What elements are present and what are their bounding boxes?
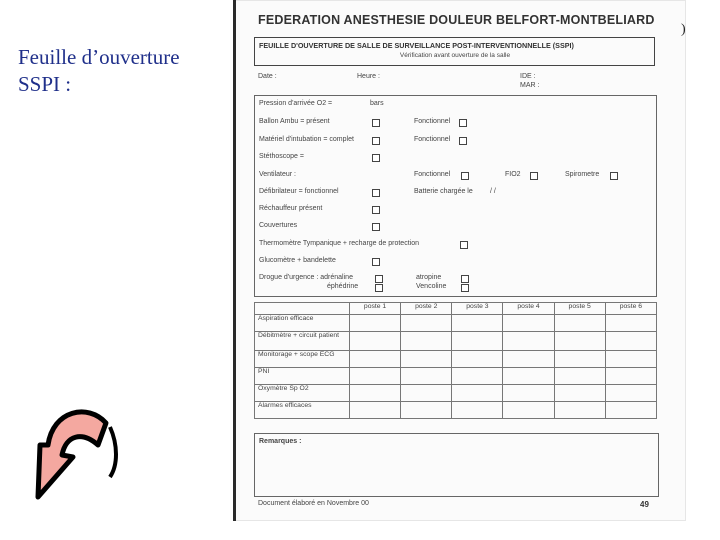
table-cell[interactable] <box>401 351 452 368</box>
document-subtitle: Vérification avant ouverture de la salle <box>399 52 511 59</box>
table-cell[interactable] <box>452 351 503 368</box>
table-row-label: Monitorage + scope ECG <box>255 351 350 368</box>
table-header-cell <box>255 303 350 315</box>
table-cell[interactable] <box>401 315 452 332</box>
heure-label: Heure : <box>357 73 380 80</box>
drogues-label: Drogue d'urgence : adrénaline <box>259 274 353 281</box>
table-cell[interactable] <box>503 402 554 419</box>
table-cell[interactable] <box>605 315 656 332</box>
table-cell[interactable] <box>605 385 656 402</box>
ide-label: IDE : <box>520 73 536 80</box>
table-cell[interactable] <box>350 385 401 402</box>
corner-mark: ) <box>681 22 686 37</box>
table-row-label: Oxymètre Sp O2 <box>255 385 350 402</box>
batterie-label: Batterie chargée le <box>414 188 473 195</box>
fonctionnel-1-label: Fonctionnel <box>414 118 451 125</box>
table-row <box>255 332 657 351</box>
batterie-date-field: / / <box>490 188 496 195</box>
table-cell[interactable] <box>452 402 503 419</box>
table-header-cell: poste 6 <box>605 303 656 315</box>
slide-title <box>18 44 233 98</box>
stethoscope-label: Stéthoscope = <box>259 153 304 160</box>
page-number: 49 <box>640 500 649 509</box>
atropine-label: atropine <box>416 274 442 281</box>
ephedrine-label: éphédrine <box>327 283 359 290</box>
thermometre-checkbox[interactable] <box>460 241 468 249</box>
document-footer: Document élaboré en Novembre 00 <box>258 500 369 507</box>
atropine-checkbox[interactable] <box>461 275 469 283</box>
table-cell[interactable] <box>452 315 503 332</box>
table-cell[interactable] <box>554 332 605 351</box>
table-row-label: Alarmes efficaces <box>255 402 350 419</box>
remarks-box[interactable] <box>254 433 659 497</box>
table-cell[interactable] <box>605 402 656 419</box>
table-cell[interactable] <box>350 332 401 351</box>
spirometre-checkbox[interactable] <box>610 172 618 180</box>
fonctionnel-1-checkbox[interactable] <box>459 119 467 127</box>
checklist-frame <box>254 95 657 297</box>
curved-arrow-icon <box>18 405 128 505</box>
glucometre-checkbox[interactable] <box>372 258 380 266</box>
table-cell[interactable] <box>452 332 503 351</box>
table-cell[interactable] <box>503 332 554 351</box>
table-cell[interactable] <box>350 402 401 419</box>
date-label: Date : <box>258 73 277 80</box>
table-cell[interactable] <box>503 315 554 332</box>
table-cell[interactable] <box>554 402 605 419</box>
table-cell[interactable] <box>554 385 605 402</box>
document-title-box <box>254 37 655 66</box>
materiel-intubation-label: Matériel d'intubation = complet <box>259 136 354 143</box>
table-cell[interactable] <box>401 332 452 351</box>
table-cell[interactable] <box>503 351 554 368</box>
table-header-cell: poste 5 <box>554 303 605 315</box>
table-cell[interactable] <box>452 385 503 402</box>
mar-label: MAR : <box>520 82 540 89</box>
slide-title-line-2: SSPI : <box>18 72 72 96</box>
stethoscope-checkbox[interactable] <box>372 154 380 162</box>
table-header-cell: poste 3 <box>452 303 503 315</box>
fonctionnel-3-checkbox[interactable] <box>461 172 469 180</box>
table-cell[interactable] <box>401 402 452 419</box>
table-row-label: Débitmètre + circuit patient <box>255 332 350 351</box>
table-row <box>255 402 657 419</box>
fonctionnel-2-checkbox[interactable] <box>459 137 467 145</box>
table-cell[interactable] <box>554 351 605 368</box>
glucometre-label: Glucomètre + bandelette <box>259 257 336 264</box>
thermometre-label: Thermomètre Tympanique + recharge de protection <box>259 240 419 247</box>
table-cell[interactable] <box>452 368 503 385</box>
ventilateur-label: Ventilateur : <box>259 171 296 178</box>
fonctionnel-2-label: Fonctionnel <box>414 136 451 143</box>
bars-label: bars <box>370 100 384 107</box>
table-cell[interactable] <box>554 368 605 385</box>
ephedrine-checkbox[interactable] <box>375 284 383 292</box>
table-cell[interactable] <box>605 332 656 351</box>
spirometre-label: Spirometre <box>565 171 600 178</box>
table-cell[interactable] <box>503 368 554 385</box>
table-row-label: PNI <box>255 368 350 385</box>
table-cell[interactable] <box>401 385 452 402</box>
table-header-row <box>255 303 657 315</box>
table-row <box>255 368 657 385</box>
ballon-ambu-label: Ballon Ambu = présent <box>259 118 330 125</box>
defibrillateur-checkbox[interactable] <box>372 189 380 197</box>
materiel-intubation-checkbox[interactable] <box>372 137 380 145</box>
table-cell[interactable] <box>350 351 401 368</box>
scan-edge <box>233 0 236 521</box>
table-cell[interactable] <box>554 315 605 332</box>
table-header-cell: poste 2 <box>401 303 452 315</box>
slide-title-line-1: Feuille d’ouverture <box>18 45 180 69</box>
table-cell[interactable] <box>605 368 656 385</box>
defibrillateur-label: Défibrilateur = fonctionnel <box>259 188 339 195</box>
table-header-cell: poste 4 <box>503 303 554 315</box>
table-header-cell: poste 1 <box>350 303 401 315</box>
ballon-ambu-checkbox[interactable] <box>372 119 380 127</box>
table-cell[interactable] <box>605 351 656 368</box>
table-cell[interactable] <box>350 368 401 385</box>
couvertures-checkbox[interactable] <box>372 223 380 231</box>
fio2-checkbox[interactable] <box>530 172 538 180</box>
table-cell[interactable] <box>401 368 452 385</box>
document-title: FEUILLE D'OUVERTURE DE SALLE DE SURVEILLANCE POST-INTERVENTIONNELLE (SSPI) <box>259 41 574 50</box>
table-row <box>255 315 657 332</box>
vencoline-label: Vencoline <box>416 283 447 290</box>
document-header: FEDERATION ANESTHESIE DOULEUR BELFORT-MONTBELIARD <box>258 13 655 27</box>
vencoline-checkbox[interactable] <box>461 284 469 292</box>
pression-o2-label: Pression d'arrivée O2 = <box>259 100 333 107</box>
table-row <box>255 385 657 402</box>
fio2-label: FIO2 <box>505 171 521 178</box>
table-cell[interactable] <box>503 385 554 402</box>
rechauffeur-checkbox[interactable] <box>372 206 380 214</box>
table-cell[interactable] <box>350 315 401 332</box>
couvertures-label: Couvertures <box>259 222 298 229</box>
remarks-label: Remarques : <box>259 438 302 445</box>
postes-table <box>254 302 657 419</box>
table-row-label: Aspiration efficace <box>255 315 350 332</box>
rechauffeur-label: Réchauffeur présent <box>259 205 323 212</box>
table-row <box>255 351 657 368</box>
adrenaline-checkbox[interactable] <box>375 275 383 283</box>
fonctionnel-3-label: Fonctionnel <box>414 171 451 178</box>
